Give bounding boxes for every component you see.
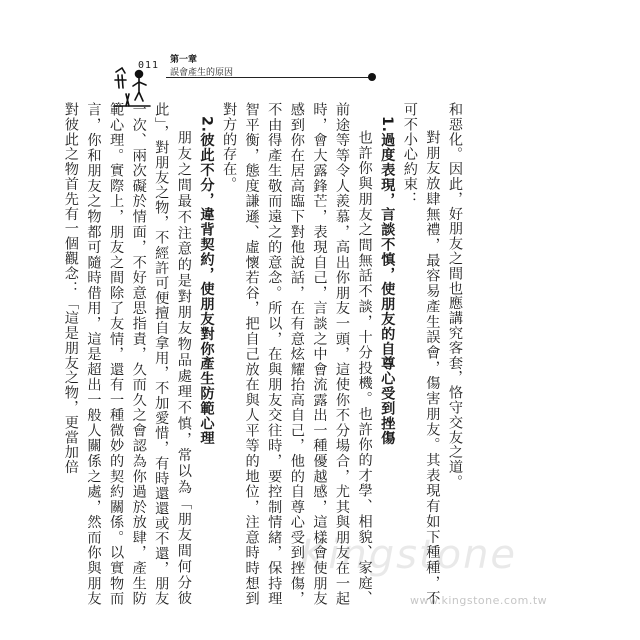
chapter-title: 誤會產生的原因 [170,68,234,78]
running-header [104,50,640,90]
paragraph: 和惡化。因此，好朋友之間也應講究客套，恪守交友之道。 [447,102,463,490]
article-body [59,102,466,606]
section-heading: 1.過度表現，言談不慎，使朋友的自尊心受到挫傷 [379,116,396,446]
header-dot [368,73,376,81]
header-rule [166,77,371,78]
paragraph: 朋友之間最不注意的是對朋友物品處理不慎，常以為「朋友間何分彼此」，對朋友之物，不經許可便擅自拿用，不加愛惜，有時還還或不還，朋友一次、兩次礙於情面，不好意思指責，久而久之會認為你過於放肆，產生防範心理。實際上，朋友之間除了友情，還有一種微妙的契約關係。以實物而言，你和朋友之物都可隨時借用，這是超出一般人關係之處，然而你與朋友對彼此之物首先有一個觀念：「這是朋友之物，更當加倍 [62,102,192,606]
paragraph: 也許你與朋友之間無話不談，十分投機。也許你的才學、相貌、家庭、前途等等令人羨慕，高出你朋友一頭，這使你不分場合，尤其與朋友在一起時，會大露鋒芒，表現自己，言談之中會流露出一種優越感，這樣會使朋友感到你在居高臨下對他說話，在有意炫耀抬高自己，他的自尊心受到挫傷，不由得產生敬而遠之的意念。所以，在與朋友交往時，要控制情緒，保持理智平衡，態度謙遜、虛懷若谷，把自己放在與人平等的地位，注意時時想到對方的存在。 [221,102,373,606]
watermark-logo: Kingstone [300,532,518,578]
page-number: 011 [138,60,160,71]
watermark-url: www.kingstone.com.tw [410,594,548,607]
paragraph: 對朋友放肆無禮，最容易產生誤會，傷害朋友。其表現有如下種種，不可不小心約束： [401,102,441,606]
chapter-label: 第一章 [170,55,198,65]
section-heading: 2.彼此不分，違背契約，使朋友對你產生防範心理 [198,116,215,446]
